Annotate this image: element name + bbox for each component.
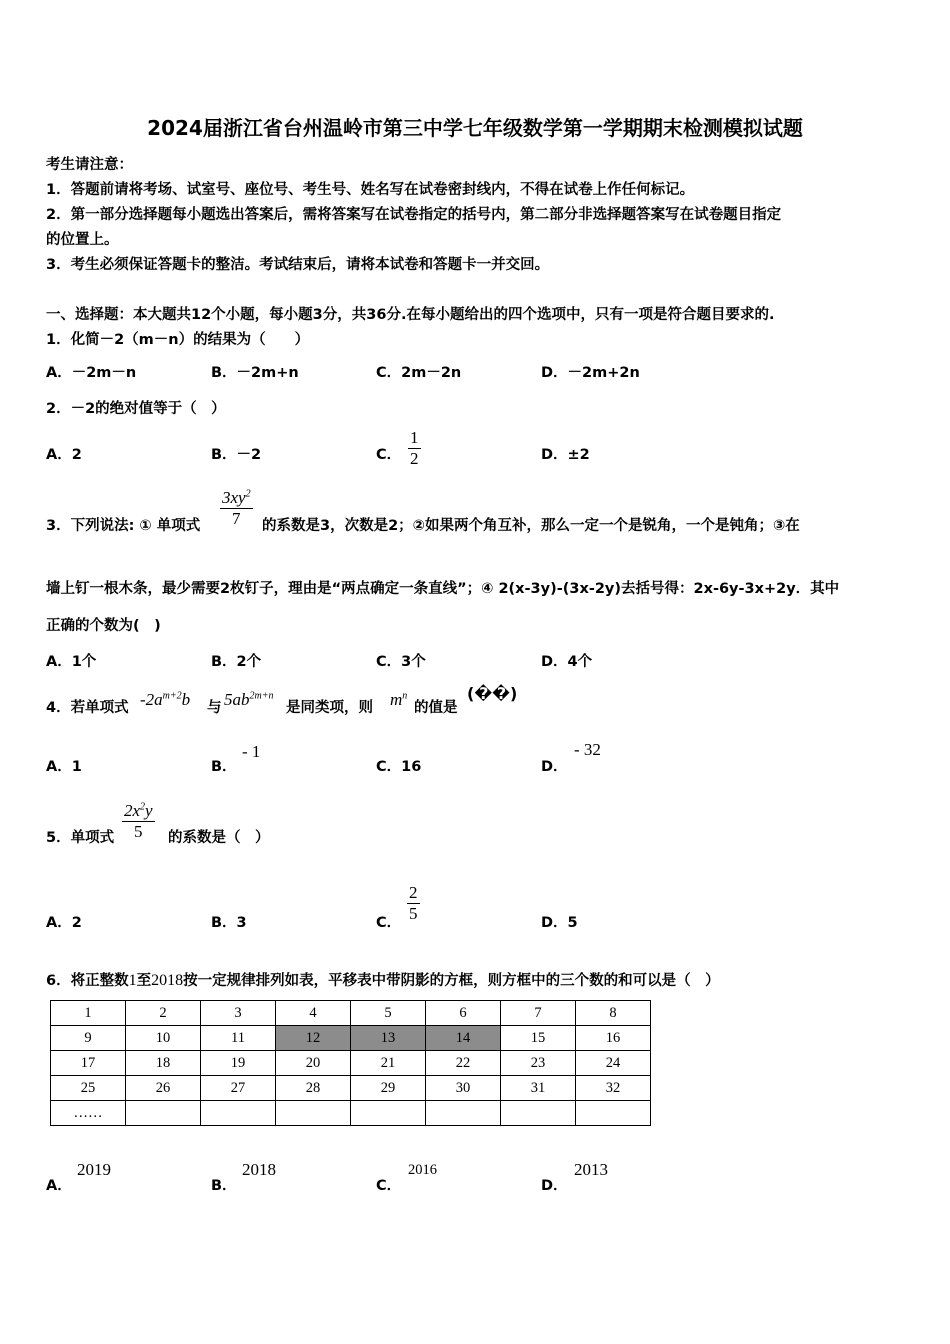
q3-option-c: C．3个 <box>376 654 426 670</box>
q5-option-a: A．2 <box>46 915 82 931</box>
table-cell: 21 <box>351 1051 426 1076</box>
table-cell: 19 <box>201 1051 276 1076</box>
table-row <box>51 1076 651 1101</box>
page-title: 2024届浙江省台州温岭市第三中学七年级数学第一学期期末检测模拟试题 <box>147 116 803 140</box>
q6-option-c-value: 2016 <box>408 1162 437 1178</box>
table-cell: 31 <box>501 1076 576 1101</box>
table-cell: 2 <box>126 1001 201 1026</box>
table-cell <box>426 1101 501 1126</box>
table-cell-shaded: 12 <box>276 1026 351 1051</box>
table-cell: 20 <box>276 1051 351 1076</box>
table-cell: 25 <box>51 1076 126 1101</box>
q1-option-a: A．－2m－n <box>46 365 137 381</box>
q4-term2: $5ab^{2m+n}$ <box>224 690 274 709</box>
q6-option-c: C． <box>376 1178 402 1194</box>
table-cell: 8 <box>576 1001 651 1026</box>
q5-prefix: 5．单项式 <box>46 830 115 846</box>
q6-option-a-value: 2019 <box>77 1160 111 1179</box>
q5-frac-den: 5 <box>134 821 143 841</box>
table-cell: 32 <box>576 1076 651 1101</box>
q4-option-c: C．16 <box>376 759 422 775</box>
q3-suffix: 的系数是3，次数是2；②如果两个角互补，那么一定一个是锐角，一个是钝角；③在 <box>262 518 800 534</box>
section-heading: 一、选择题：本大题共12个小题，每小题3分，共36分.在每小题给出的四个选项中，只有一项是符合题目要求的. <box>46 307 775 323</box>
q5-option-d: D．5 <box>541 915 578 931</box>
q5-suffix: 的系数是（ ） <box>168 830 270 846</box>
table-cell: 6 <box>426 1001 501 1026</box>
table-cell <box>351 1101 426 1126</box>
q2-option-a: A．2 <box>46 447 82 463</box>
q4-prefix: 4．若单项式 <box>46 700 129 716</box>
q3-option-a: A．1个 <box>46 654 97 670</box>
q3-option-d: D．4个 <box>541 654 593 670</box>
q2-stem: 2．－2的绝对值等于（ ） <box>46 401 226 417</box>
table-cell: 22 <box>426 1051 501 1076</box>
q6-option-d: D． <box>541 1178 568 1194</box>
q3-prefix: 3．下列说法: ① 单项式 <box>46 518 201 534</box>
table-cell <box>126 1101 201 1126</box>
q1-option-c: C．2m－2n <box>376 365 462 381</box>
table-cell-shaded: 14 <box>426 1026 501 1051</box>
table-cell: …… <box>51 1101 126 1126</box>
q6-stem: 6．将正整数1至2018按一定规律排列如表，平移表中带阴影的方框，则方框中的三个数的和可以是（ ） <box>46 972 720 989</box>
table-row <box>51 1051 651 1076</box>
table-cell: 29 <box>351 1076 426 1101</box>
table-cell: 24 <box>576 1051 651 1076</box>
q6-option-b: B． <box>211 1178 237 1194</box>
notice-item-1: 1．答题前请将考场、试室号、座位号、考生号、姓名写在试卷密封线内，不得在试卷上作任何标记。 <box>46 182 695 198</box>
table-cell: 15 <box>501 1026 576 1051</box>
table-cell: 5 <box>351 1001 426 1026</box>
number-table <box>50 1000 651 1126</box>
q5-fraction: $2x^2y$ 5 <box>124 801 153 841</box>
q5-option-c-fraction: 2 5 <box>409 883 418 923</box>
q4-suffix: 的值是 <box>414 700 458 716</box>
table-cell: 26 <box>126 1076 201 1101</box>
q4-conj: 与 <box>207 700 222 716</box>
table-cell: 28 <box>276 1076 351 1101</box>
q4-term1: $-2a^{m+2}b$ <box>140 690 191 709</box>
table-cell: 18 <box>126 1051 201 1076</box>
q4-option-a: A．1 <box>46 759 82 775</box>
q2-option-d: D．±2 <box>541 447 590 463</box>
q3-line3: 正确的个数为( ) <box>46 618 161 634</box>
table-cell <box>576 1101 651 1126</box>
q6-option-a: A． <box>46 1178 72 1194</box>
table-row <box>51 1001 651 1026</box>
q5-option-c: C． <box>376 915 402 931</box>
notice-item-3: 3．考生必须保证答题卡的整洁。考试结束后，请将本试卷和答题卡一并交回。 <box>46 257 550 273</box>
table-cell: 30 <box>426 1076 501 1101</box>
table-row <box>51 1026 651 1051</box>
table-cell: 17 <box>51 1051 126 1076</box>
q2-frac-den: 2 <box>410 448 419 468</box>
table-cell: 3 <box>201 1001 276 1026</box>
notice-item-2: 2．第一部分选择题每小题选出答案后，需将答案写在试卷指定的括号内，第二部分非选择题答案写在试卷题目指定 <box>46 207 782 223</box>
q2-frac-num: 1 <box>410 428 419 447</box>
table-cell: 11 <box>201 1026 276 1051</box>
notice-heading: 考生请注意： <box>46 157 133 173</box>
q5-option-b: B．3 <box>211 915 247 931</box>
q4-option-d: D． <box>541 759 568 775</box>
q1-stem: 1．化简－2（m－n）的结果为（ ） <box>46 332 310 348</box>
table-cell <box>501 1101 576 1126</box>
q1-option-d: D．－2m+2n <box>541 365 640 381</box>
table-cell: 4 <box>276 1001 351 1026</box>
q6-option-b-value: 2018 <box>242 1160 276 1179</box>
q1-option-b: B．－2m+n <box>211 365 299 381</box>
q3-option-b: B．2个 <box>211 654 262 670</box>
table-cell: 9 <box>51 1026 126 1051</box>
table-cell <box>201 1101 276 1126</box>
q3-frac-exp: 2 <box>245 488 251 500</box>
q3-fraction <box>220 488 253 528</box>
table-cell-shaded: 13 <box>351 1026 426 1051</box>
q2-option-b: B．－2 <box>211 447 262 463</box>
table-cell: 7 <box>501 1001 576 1026</box>
q4-option-b: B． <box>211 759 237 775</box>
table-cell: 23 <box>501 1051 576 1076</box>
table-cell: 27 <box>201 1076 276 1101</box>
table-cell: 16 <box>576 1026 651 1051</box>
q6-option-d-value: 2013 <box>574 1160 608 1179</box>
notice-item-2-cont: 的位置上。 <box>46 232 119 248</box>
table-cell: 1 <box>51 1001 126 1026</box>
q3-frac-den: 7 <box>232 508 241 528</box>
q2-option-c: C． <box>376 447 402 463</box>
q4-mn: $m^n$ <box>390 690 408 709</box>
q3-frac-num: 3xy <box>222 488 246 507</box>
q2-fraction <box>408 428 421 468</box>
q4-option-d-value: - 32 <box>574 740 601 759</box>
q4-middle: 是同类项，则 <box>286 700 373 716</box>
table-row <box>51 1101 651 1126</box>
q3-line2: 墙上钉一根木条，最少需要2枚钉子，理由是“两点确定一条直线”；④ 2(x-3y)-(3x-2y)去括号得：2x-6y-3x+2y．其中 <box>46 581 840 597</box>
q4-option-b-value: - 1 <box>242 742 261 761</box>
table-cell <box>276 1101 351 1126</box>
q4-paren: (��) <box>467 684 518 703</box>
table-cell: 10 <box>126 1026 201 1051</box>
